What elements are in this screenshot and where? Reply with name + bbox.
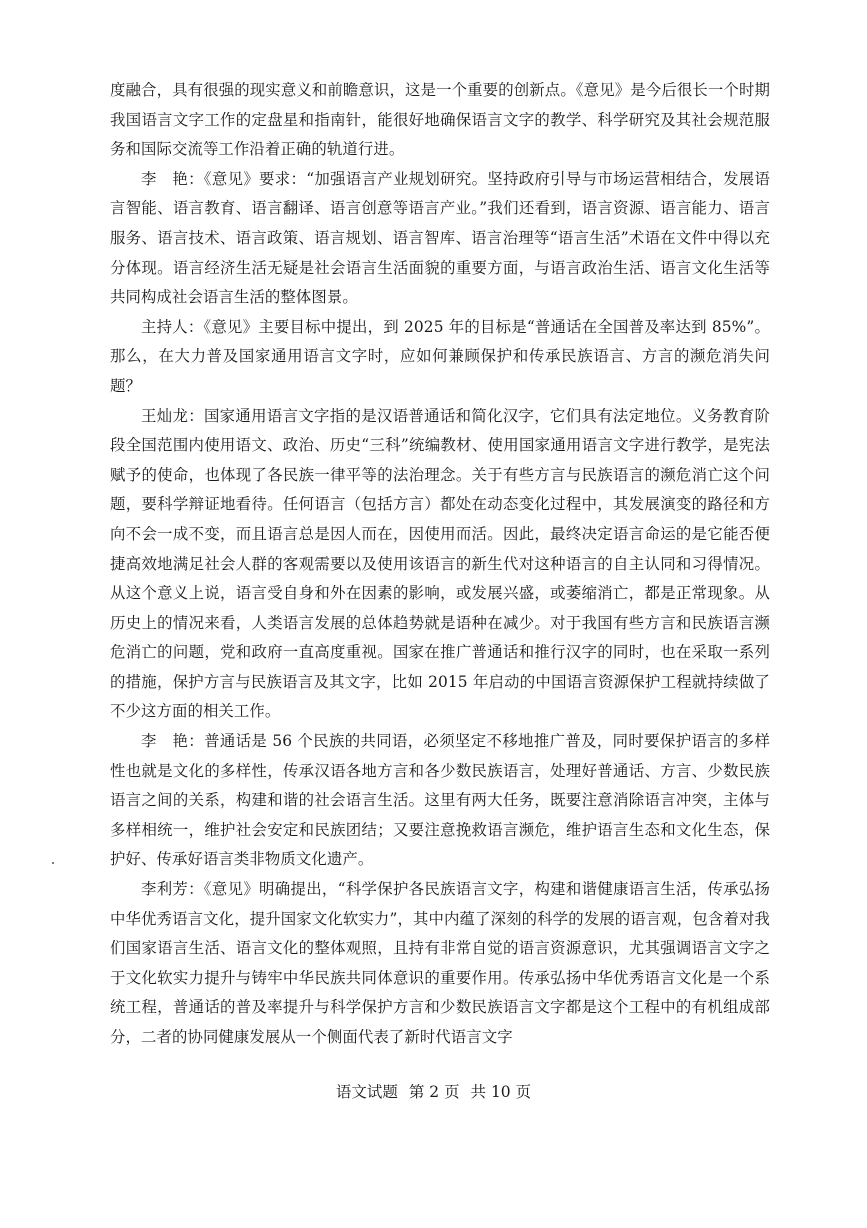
speaker-label: 王灿龙： <box>141 406 204 425</box>
paragraph-li-yan-2 <box>110 727 770 875</box>
page-footer <box>0 1080 867 1102</box>
speaker-label: 李利芳： <box>141 880 204 899</box>
paragraph-continuation <box>110 76 770 165</box>
paragraph-li-yan-1 <box>110 165 770 313</box>
footer-total-pages: 共 10 页 <box>470 1083 532 1101</box>
footer-page-number: 第 2 页 <box>408 1083 460 1101</box>
document-body <box>110 76 770 1053</box>
speaker-label: 李 艳： <box>141 169 204 188</box>
paragraph-text: 度融合，具有很强的现实意义和前瞻意识，这是一个重要的创新点。《意见》是今后很长一个时期我国语言文字工作的定盘星和指南针，能很好地确保语言文字的教学、科学研究及其社会规范服务和国际交流等工作沿着正确的轨道行进。 <box>110 81 770 159</box>
paragraph-text: 《意见》主要目标中提出，到 2025 年的目标是“普通话在全国普及率达到 85%”。那么，在大力普及国家通用语言文字时，应如何兼顾保护和传承民族语言、方言的濒危消失问题？ <box>110 317 770 395</box>
paragraph-text: 普通话是 56 个民族的共同语，必须坚定不移地推广普及，同时要保护语言的多样性也就是文化的多样性，传承汉语各地方言和各少数民族语言，处理好普通话、方言、少数民族语言之间的关系，构建和谐的社会语言生活。这里有两大任务，既要注意消除语言冲突，主体与多样相统一，维护社会安定和民族团结；又要注意挽救语言濒危，维护语言生态和文化生态，保护好、传承好语言类非物质文化遗产。 <box>110 732 771 869</box>
paragraph-text: 国家通用语言文字指的是汉语普通话和简化汉字，它们具有法定地位。义务教育阶段全国范围内使用语文、政治、历史“三科”统编教材、使用国家通用语言文字进行教学，是宪法赋予的使命，也体现了各民族一律平等的法治理念。关于有些方言与民族语言的濒危消亡这个问题，要科学辩证地看待。任何语言（包括方言）都处在动态变化过程中，其发展演变的路径和方向不会一成不变，而且语言总是因人而在，因使用而活。因此，最终决定语言命运的是它能否便捷高效地满足社会人群的客观需要以及使用该语言的新生代对这种语言的自主认同和习得情况。从这个意义上说，语言受自身和外在因素的影响，或发展兴盛，或萎缩消亡，都是正常现象。从历史上的情况来看，人类语言发展的总体趋势就是语种在减少。对于我国有些方言和民族语言濒危消亡的问题，党和政府一直高度重视。国家在推广普通话和推行汉字的同时，也在采取一系列的措施，保护方言与民族语言及其文字，比如 2015 年启动的中国语言资源保护工程就持续做了不少这方面的相关工作。 <box>110 406 770 721</box>
paragraph-host <box>110 313 770 402</box>
paragraph-li-lifang <box>110 875 770 1053</box>
paragraph-text: 《意见》要求：“加强语言产业规划研究。坚持政府引导与市场运营相结合，发展语言智能、语言教育、语言翻译、语言创意等语言产业。”我们还看到，语言资源、语言能力、语言服务、语言技术、语言政策、语言规划、语言智库、语言治理等“语言生活”术语在文件中得以充分体现。语言经济生活无疑是社会语言生活面貌的重要方面，与语言政治生活、语言文化生活等共同构成社会语言生活的整体图景。 <box>110 169 770 307</box>
footer-subject: 语文试题 <box>335 1083 398 1101</box>
paragraph-wang-canlong <box>110 402 770 728</box>
speaker-label: 主持人： <box>141 317 204 336</box>
speaker-label: 李 艳： <box>141 732 205 751</box>
scan-speck <box>52 862 54 864</box>
paragraph-text: 《意见》明确提出，“科学保护各民族语言文字，构建和谐健康语言生活，传承弘扬中华优秀语言文化，提升国家文化软实力”，其中内蕴了深刻的科学的发展的语言观，包含着对我们国家语言生活、语言文化的整体观照，且持有非常自觉的语言资源意识，尤其强调语言文字之于文化软实力提升与铸牢中华民族共同体意识的重要作用。传承弘扬中华优秀语言文化是一个系统工程，普通话的普及率提升与科学保护方言和少数民族语言文字都是这个工程中的有机组成部分，二者的协同健康发展从一个侧面代表了新时代语言文字 <box>110 880 770 1046</box>
